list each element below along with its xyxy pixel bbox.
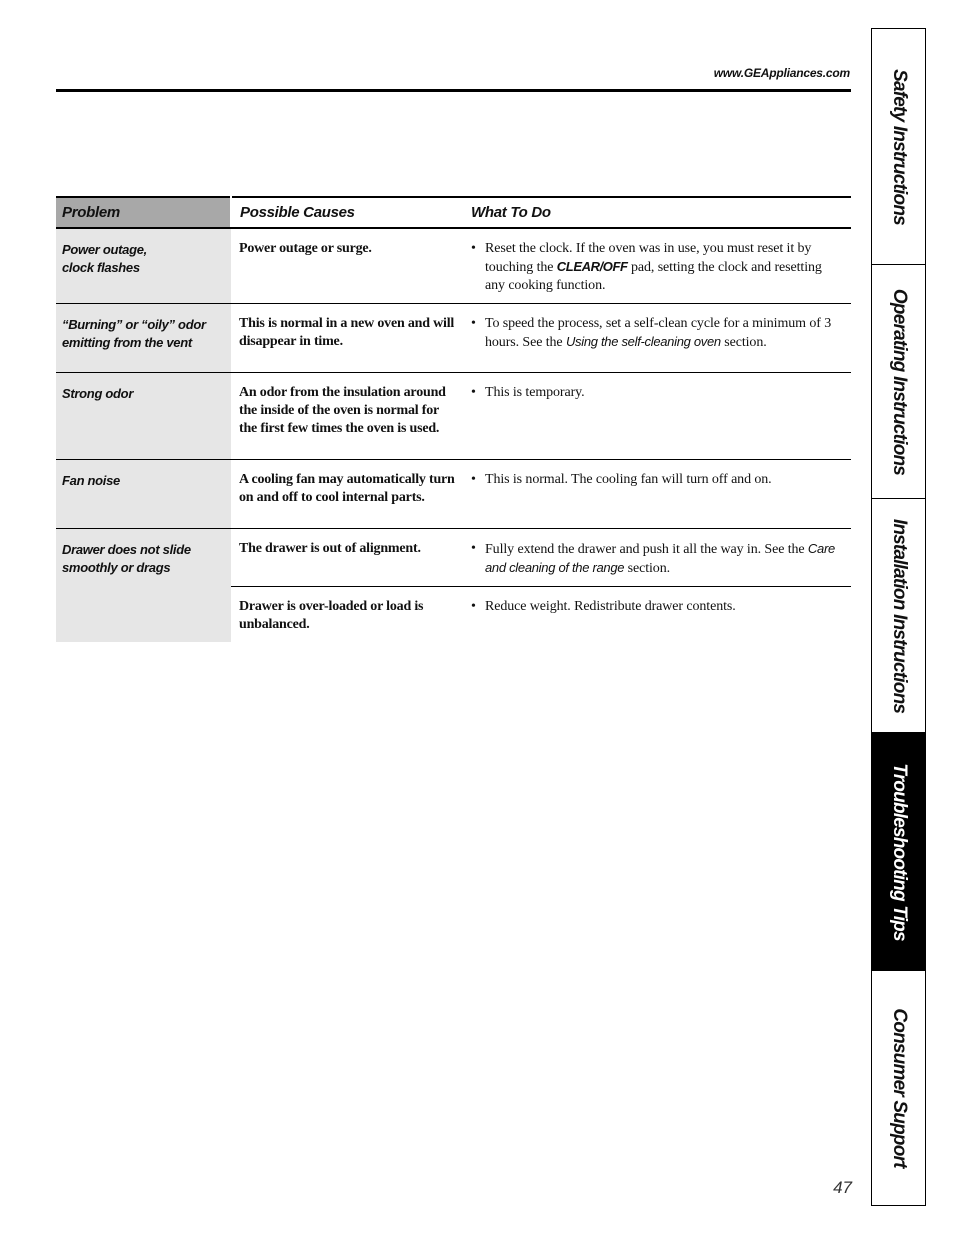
bullet-icon: • [471,599,476,614]
tab-label: Installation Instructions [888,518,910,713]
column-header-possible-causes: Possible Causes [231,197,463,228]
cause-cell: An odor from the insulation around the inside of the oven is normal for the first few times the oven is used. [231,373,463,460]
todo-cell [463,373,851,460]
cause-cell: Power outage or surge. [231,228,463,304]
bullet-icon: • [471,316,476,331]
cause-cell: A cooling fan may automatically turn on and off to cool internal parts. [231,460,463,529]
section-reference: Care and cleaning of the range [485,541,835,575]
tab-operating-instructions[interactable] [872,265,925,499]
todo-text: To speed the process, set a self-clean cycle for a minimum of 3 hours. See the Using the self-cleaning oven section. [485,316,832,350]
column-header-what-to-do: What To Do [463,197,851,228]
troubleshooting-table [56,196,851,642]
problem-text: Fan noise [62,473,120,488]
problem-text: emitting from the vent [62,335,192,350]
tab-safety-instructions[interactable] [872,29,925,265]
tab-installation-instructions[interactable] [872,499,925,733]
cause-cell: The drawer is out of alignment. [231,529,463,587]
table-row [56,373,851,460]
todo-text: This is normal. The cooling fan will turn off and on. [485,472,772,487]
problem-cell [56,228,231,304]
tab-label: Operating Instructions [888,288,910,475]
problem-text: “Burning” or “oily” odor [62,317,206,332]
table-row [56,304,851,373]
table-row [56,228,851,304]
cause-cell: Drawer is over-loaded or load is unbalanced. [239,599,424,632]
problem-text: Power outage, [62,242,147,257]
todo-cell [463,304,851,373]
table-row [56,529,851,587]
problem-text: Drawer does not slide [62,542,191,557]
todo-text: This is temporary. [485,385,585,400]
section-reference: Using the self-cleaning oven [565,334,721,349]
todo-text: Reset the clock. If the oven was in use, you must reset it by touching the CLEAR/OFF pad, setting the clock and resetting any cooking function. [485,241,822,293]
problem-text: clock flashes [62,260,140,275]
todo-cell [463,529,851,587]
problem-text: Strong odor [62,386,134,401]
bullet-icon: • [471,541,476,556]
todo-cell [463,460,851,529]
tab-troubleshooting-tips[interactable] [872,733,925,971]
problem-text: smoothly or drags [62,560,171,575]
problem-cell [56,460,231,529]
table-header-row [56,197,851,228]
section-tabs [871,28,926,1206]
bullet-icon: • [471,472,476,487]
todo-text: Fully extend the drawer and push it all the way in. See the Care and cleaning of the range section. [485,541,835,576]
todo-cell [463,587,851,643]
page-number: 47 [833,1178,852,1197]
clear-off-key-label: CLEAR/OFF [556,259,628,274]
todo-cell [463,228,851,304]
problem-cell [56,373,231,460]
tab-label: Consumer Support [888,1008,910,1168]
table-row [56,460,851,529]
tab-label: Safety Instructions [888,68,910,225]
problem-cell [56,304,231,373]
header-rule [56,89,851,92]
problem-cell [56,529,231,643]
tab-label: Troubleshooting Tips [888,762,910,941]
tab-consumer-support[interactable] [872,971,925,1205]
site-url: www.GEAppliances.com [713,66,850,80]
todo-text: Reduce weight. Redistribute drawer contents. [485,599,736,614]
cause-cell: This is normal in a new oven and will disappear in time. [231,304,463,373]
bullet-icon: • [471,385,476,400]
column-header-problem: Problem [56,197,231,228]
bullet-icon: • [471,241,476,256]
